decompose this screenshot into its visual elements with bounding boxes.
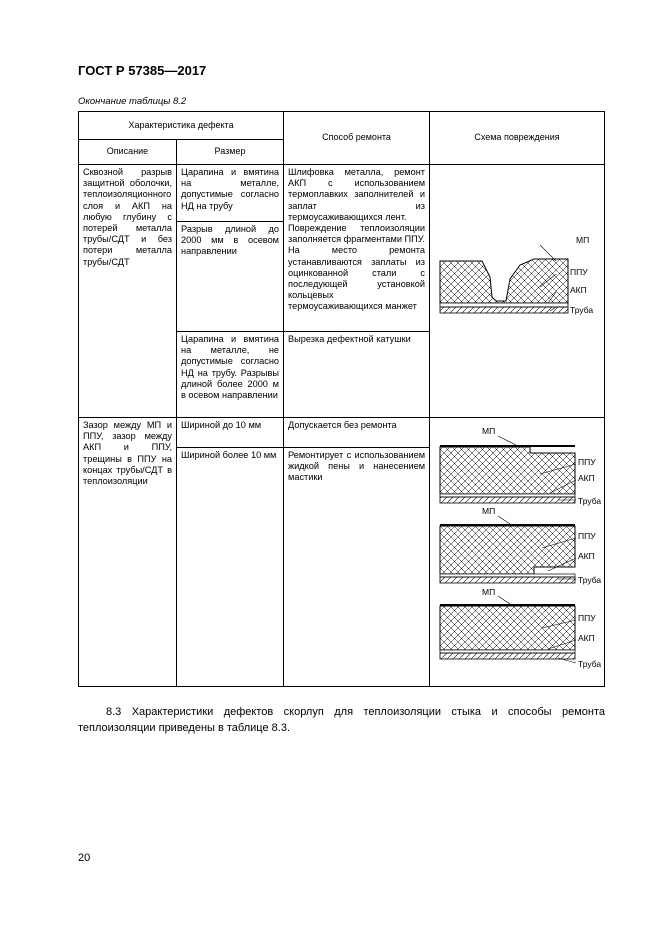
gap-diagram-1 — [440, 426, 601, 506]
row1-description: Сквозной разрыв защитной оболочки, теплоизоляционного слоя и АКП на любую глубину с потерей металла трубы/СДТ и без потери металла трубы/СДТ — [79, 165, 177, 418]
label-akp: АКП — [578, 551, 595, 561]
row1-repair — [284, 165, 430, 332]
paragraph-8-3: 8.3 Характеристики дефектов скорлуп для теплоизоляции стыка и способы ремонта теплоизоляции приведены в таблице 8.3. — [78, 706, 605, 734]
label-mp: МП — [482, 587, 496, 597]
row2-repair-a: Допускается без ремонта — [284, 418, 430, 448]
label-pipe: Труба — [578, 496, 602, 506]
label-akp: АКП — [570, 285, 587, 295]
label-akp: АКП — [578, 473, 595, 483]
label-pipe: Труба — [578, 575, 602, 585]
label-pipe: Труба — [570, 305, 594, 315]
gap-diagrams — [430, 418, 605, 686]
gap-diagram-3 — [440, 587, 601, 669]
row1-repair-a: Шлифовка металла, ремонт АКП с использованием термоплавких заполнителей и заплат из термоусаживающихся лент. — [288, 167, 426, 222]
col-header-description: Описание — [79, 140, 177, 165]
col-header-repair: Способ ремонта — [284, 112, 430, 165]
row1-repair-b: Повреждение теплоизоляции заполняется фрагментами ППУ. — [288, 223, 426, 245]
pipe-break-diagram — [430, 165, 605, 415]
gap-diagram-2 — [440, 506, 601, 585]
col-header-scheme: Схема повреждения — [430, 112, 605, 165]
col-header-defect: Характеристика дефекта — [79, 112, 284, 140]
table-caption: Окончание таблицы 8.2 — [78, 96, 187, 107]
label-pipe: Труба — [578, 659, 602, 669]
row1-size-a: Царапина и вмятина на металле, допустимые согласно НД на трубу — [177, 165, 284, 222]
row1-scheme — [430, 165, 605, 418]
label-ppu: ППУ — [578, 531, 596, 541]
row2-size-b: Шириной более 10 мм — [177, 448, 284, 687]
row1-repair-d: Вырезка дефектной катушки — [284, 332, 430, 418]
document-header: ГОСТ Р 57385—2017 — [78, 63, 207, 78]
label-mp: МП — [482, 506, 496, 516]
row1-size-b: Разрыв длиной до 2000 мм в осевом направлении — [177, 222, 284, 332]
row2-scheme — [430, 418, 605, 687]
defect-table — [78, 111, 605, 687]
label-ppu: ППУ — [570, 267, 588, 277]
label-mp: МП — [576, 235, 590, 245]
row1-repair-c: На место ремонта устанавливаются заплаты из оцинкованной стали с последующей установкой кольцевых термоусаживающихся манжет — [288, 245, 426, 312]
label-akp: АКП — [578, 633, 595, 643]
row2-description: Зазор между МП и ППУ, зазор между АКП и ППУ, трещины в ППУ на концах трубы/СДТ в теплоизоляции — [79, 418, 177, 687]
col-header-size: Размер — [177, 140, 284, 165]
row2-repair-b: Ремонтирует с использованием жидкой пены и нанесением мастики — [284, 448, 430, 687]
label-mp: МП — [482, 426, 496, 436]
row2-size-a: Шириной до 10 мм — [177, 418, 284, 448]
label-ppu: ППУ — [578, 613, 596, 623]
page-number: 20 — [78, 852, 91, 864]
label-ppu: ППУ — [578, 457, 596, 467]
row1-size-c: Царапина и вмятина на металле, не допустимые согласно НД на трубу. Разрывы длиной более 2000 м в осевом направлении — [177, 332, 284, 418]
